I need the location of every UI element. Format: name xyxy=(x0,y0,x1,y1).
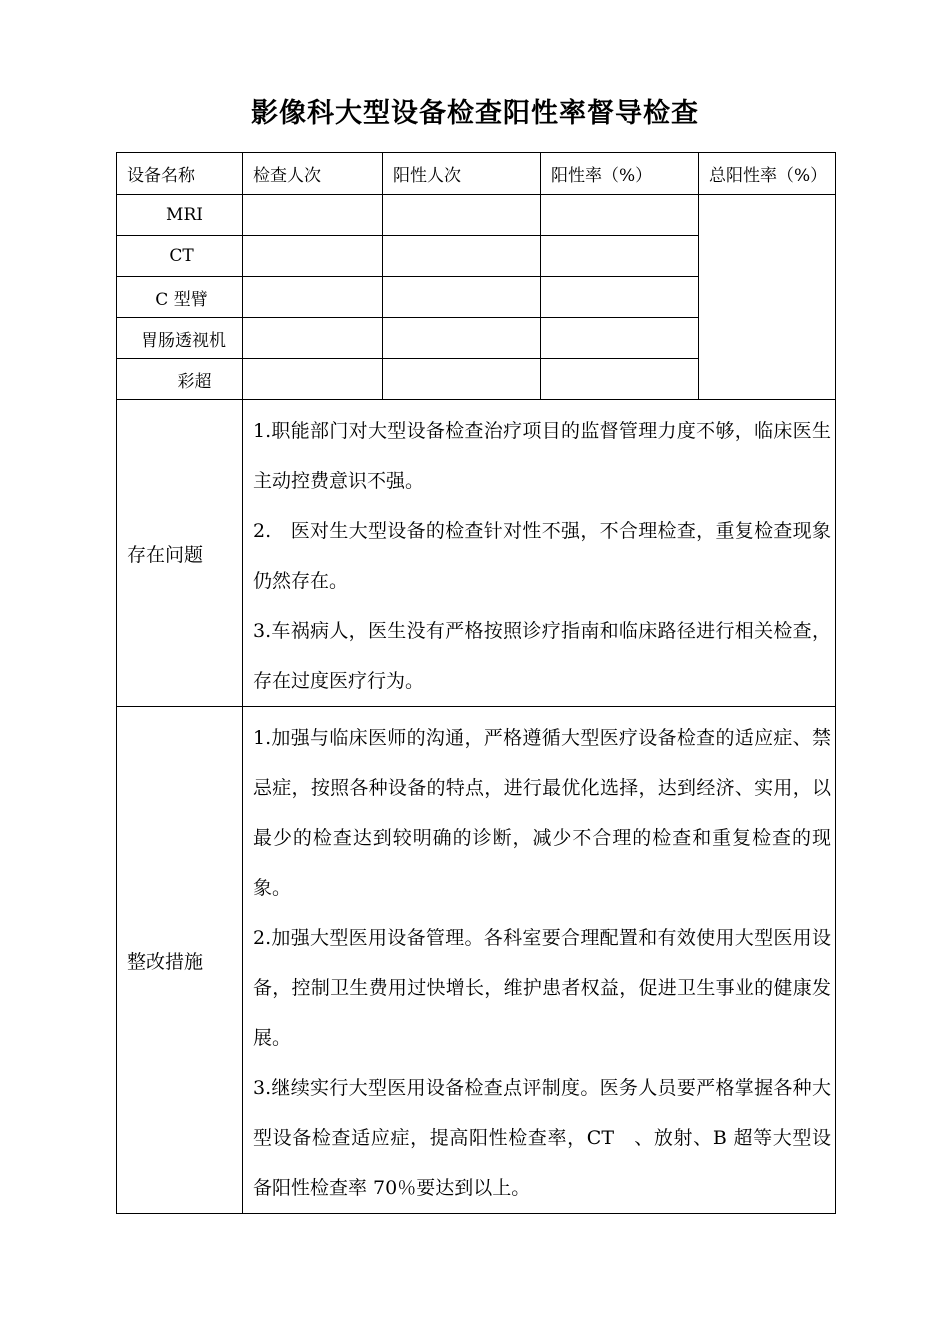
device-name-cell: MRI xyxy=(117,195,243,236)
positive-count-cell xyxy=(383,359,541,400)
exam-count-cell xyxy=(243,195,383,236)
header-total-positive-rate: 总阳性率（%） xyxy=(699,153,836,195)
positive-rate-cell xyxy=(541,236,699,277)
positive-rate-cell xyxy=(541,318,699,359)
exam-count-cell xyxy=(243,359,383,400)
problems-label: 存在问题 xyxy=(117,400,243,707)
measure-item: 2.加强大型医用设备管理。各科室要合理配置和有效使用大型医用设备，控制卫生费用过快增长，维护患者权益，促进卫生事业的健康发展。 xyxy=(253,927,831,1049)
total-positive-rate-cell xyxy=(699,195,836,400)
device-name-cell: 胃肠透视机 xyxy=(117,318,243,359)
device-name-cell: CT xyxy=(117,236,243,277)
problems-row xyxy=(117,400,836,707)
table-row xyxy=(117,195,836,236)
measures-content xyxy=(243,707,836,1214)
measure-item: 3.继续实行大型医用设备检查点评制度。医务人员要严格掌握各种大型设备检查适应症，提高阳性检查率，CT 、放射、B 超等大型设备阳性检查率 70％要达到以上。 xyxy=(253,1077,831,1199)
inspection-table xyxy=(116,152,836,1214)
header-device-name: 设备名称 xyxy=(117,153,243,195)
positive-count-cell xyxy=(383,277,541,318)
measures-label: 整改措施 xyxy=(117,707,243,1214)
problem-item: 2. 医对生大型设备的检查针对性不强，不合理检查，重复检查现象仍然存在。 xyxy=(253,520,831,592)
positive-rate-cell xyxy=(541,195,699,236)
problem-item: 1.职能部门对大型设备检查治疗项目的监督管理力度不够，临床医生主动控费意识不强。 xyxy=(253,420,831,492)
positive-rate-cell xyxy=(541,277,699,318)
header-positive-count: 阳性人次 xyxy=(383,153,541,195)
positive-count-cell xyxy=(383,236,541,277)
measures-row xyxy=(117,707,836,1214)
device-name-cell: C 型臂 xyxy=(117,277,243,318)
exam-count-cell xyxy=(243,318,383,359)
header-positive-rate: 阳性率（%） xyxy=(541,153,699,195)
table-header-row xyxy=(117,153,836,195)
header-exam-count: 检查人次 xyxy=(243,153,383,195)
problems-content xyxy=(243,400,836,707)
exam-count-cell xyxy=(243,236,383,277)
document-title: 影像科大型设备检查阳性率督导检查 xyxy=(251,98,699,129)
positive-rate-cell xyxy=(541,359,699,400)
measure-item: 1.加强与临床医师的沟通，严格遵循大型医疗设备检查的适应症、禁忌症，按照各种设备的特点，进行最优化选择，达到经济、实用，以最少的检查达到较明确的诊断，减少不合理的检查和重复检查的现象。 xyxy=(253,727,831,899)
device-name-cell: 彩超 xyxy=(117,359,243,400)
positive-count-cell xyxy=(383,195,541,236)
problem-item: 3.车祸病人，医生没有严格按照诊疗指南和临床路径进行相关检查，存在过度医疗行为。 xyxy=(253,620,831,692)
exam-count-cell xyxy=(243,277,383,318)
positive-count-cell xyxy=(383,318,541,359)
